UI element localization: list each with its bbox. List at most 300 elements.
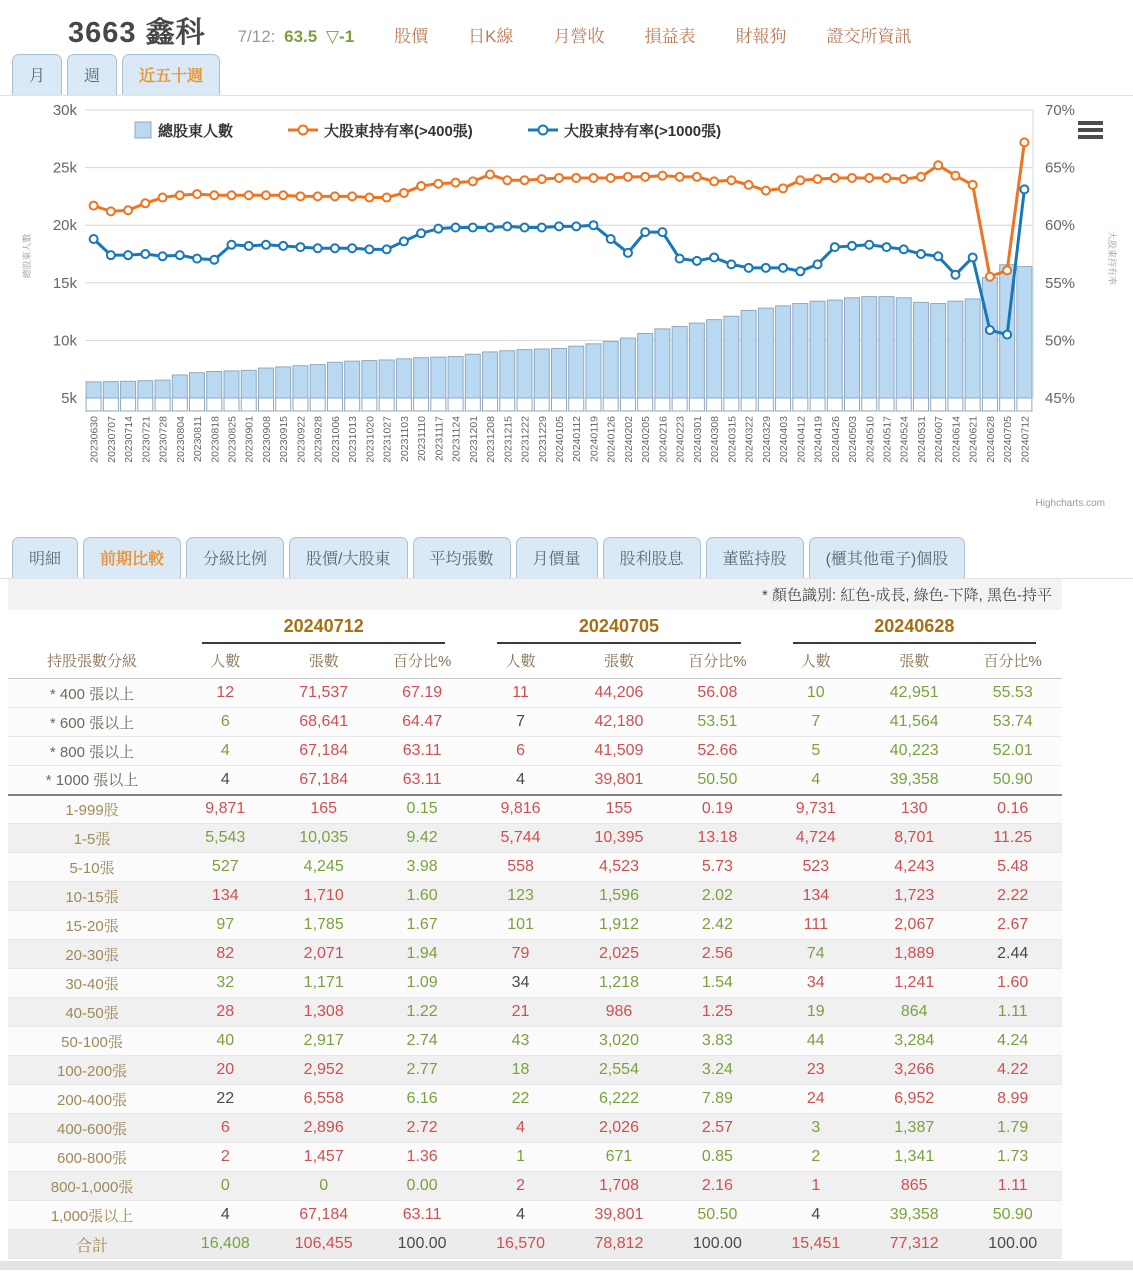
- table-cell: 3,284: [865, 1027, 963, 1056]
- bar-20240614: [948, 301, 963, 398]
- table-cell: 77,312: [865, 1230, 963, 1259]
- point-0-20240322: [745, 181, 753, 189]
- date-header-text: 20240705: [497, 616, 740, 644]
- point-0-20240301: [693, 173, 701, 181]
- column-header: 張數: [274, 644, 372, 679]
- point-1-20230728: [159, 252, 167, 260]
- point-1-20240105: [555, 222, 563, 230]
- table-cell: 2,896: [274, 1114, 372, 1143]
- point-1-20231124: [452, 224, 460, 232]
- table-row: [8, 940, 1062, 969]
- table-cell: 24: [767, 1085, 865, 1114]
- bar-20240315: [724, 316, 739, 398]
- point-0-20240412: [796, 176, 804, 184]
- bar-base-20230630: [86, 398, 101, 411]
- table-cell: 3,020: [570, 1027, 668, 1056]
- point-1-20240712: [1020, 185, 1028, 193]
- row-label: 30-40張: [8, 969, 176, 998]
- table-cell: 1,723: [865, 882, 963, 911]
- top-menu-link-1[interactable]: 日K線: [468, 27, 514, 46]
- x-axis-label: 20240301: [691, 416, 704, 463]
- table-tab-4[interactable]: 平均張數: [413, 537, 511, 578]
- table-cell: 2,554: [570, 1056, 668, 1085]
- chart-tab-1[interactable]: 週: [67, 54, 117, 95]
- row-label: 1-5張: [8, 824, 176, 853]
- point-1-20230818: [210, 256, 218, 264]
- table-cell: 1.60: [963, 969, 1062, 998]
- table-cell: 0.19: [668, 795, 766, 824]
- point-0-20240403: [779, 184, 787, 192]
- point-0-20240712: [1020, 138, 1028, 146]
- color-legend-note: * 顏色識別: 紅色-成長, 綠色-下降, 黑色-持平: [8, 579, 1062, 610]
- table-cell: 41,564: [865, 708, 963, 737]
- table-cell: 56.08: [668, 679, 766, 708]
- row-label: * 600 張以上: [8, 708, 176, 737]
- bar-base-20231006: [327, 398, 342, 411]
- table-tab-8[interactable]: (櫃其他電子)個股: [809, 537, 966, 578]
- table-cell: 2: [767, 1143, 865, 1172]
- table-cell: 7: [767, 708, 865, 737]
- table-tab-3[interactable]: 股價/大股東: [289, 537, 407, 578]
- bar-base-20240223: [672, 398, 687, 411]
- table-cell: 6: [176, 1114, 274, 1143]
- table-cell: 4,724: [767, 824, 865, 853]
- point-0-20230804: [176, 191, 184, 199]
- table-cell: 123: [471, 882, 569, 911]
- bar-base-20230922: [293, 398, 308, 411]
- x-axis-label: 20231027: [381, 416, 394, 463]
- table-cell: 9,731: [767, 795, 865, 824]
- point-0-20230928: [314, 192, 322, 200]
- page-header: [0, 0, 1133, 54]
- bar-base-20230707: [103, 398, 118, 411]
- table-row: [8, 708, 1062, 737]
- table-cell: 40,223: [865, 737, 963, 766]
- table-tab-6[interactable]: 股利股息: [603, 537, 701, 578]
- legend-label-1[interactable]: 大股東持有率(>400張): [324, 123, 473, 140]
- point-1-20230928: [314, 244, 322, 252]
- point-0-20231027: [383, 194, 391, 202]
- table-cell: 2.72: [373, 1114, 471, 1143]
- bar-20240517: [879, 297, 894, 398]
- table-cell: 0.00: [373, 1172, 471, 1201]
- bar-base-20230714: [121, 398, 136, 411]
- column-header-row: [8, 644, 1062, 679]
- point-1-20231229: [538, 224, 546, 232]
- comparison-table: [8, 610, 1062, 1259]
- table-cell: 2.67: [963, 911, 1062, 940]
- x-axis-label: 20240607: [933, 416, 946, 463]
- bar-base-20230728: [155, 398, 170, 411]
- top-menu-link-2[interactable]: 月營收: [553, 27, 605, 46]
- point-0-20240531: [917, 173, 925, 181]
- bar-base-20231117: [431, 398, 446, 411]
- table-cell: 1.73: [963, 1143, 1062, 1172]
- table-cell: 4: [767, 1201, 865, 1230]
- table-cell: 1,308: [274, 998, 372, 1027]
- point-1-20230804: [176, 251, 184, 259]
- table-tab-2[interactable]: 分級比例: [186, 537, 284, 578]
- bar-base-20231013: [345, 398, 360, 411]
- bar-base-20240503: [845, 398, 860, 411]
- bar-base-20240315: [724, 398, 739, 411]
- table-tab-5[interactable]: 月價量: [516, 537, 598, 578]
- row-label: * 1000 張以上: [8, 766, 176, 795]
- table-cell: 1,241: [865, 969, 963, 998]
- point-0-20240524: [900, 175, 908, 183]
- table-cell: 82: [176, 940, 274, 969]
- top-menu-link-3[interactable]: 損益表: [644, 27, 696, 46]
- bar-20240205: [638, 333, 653, 398]
- point-0-20230630: [90, 202, 98, 210]
- x-axis-label: 20240308: [709, 416, 722, 463]
- column-header: 張數: [865, 644, 963, 679]
- table-cell: 2.77: [373, 1056, 471, 1085]
- point-1-20240205: [641, 228, 649, 236]
- point-1-20240119: [589, 221, 597, 229]
- table-cell: 165: [274, 795, 372, 824]
- table-cell: 4.24: [963, 1027, 1062, 1056]
- legend-marker-dot: [299, 126, 308, 135]
- row-label: 20-30張: [8, 940, 176, 969]
- table-cell: 42,951: [865, 679, 963, 708]
- point-0-20240510: [865, 174, 873, 182]
- table-cell: 8.99: [963, 1085, 1062, 1114]
- bar-base-20240112: [569, 398, 584, 411]
- bar-base-20240510: [862, 398, 877, 411]
- highcharts-credit[interactable]: Highcharts.com: [1035, 498, 1105, 509]
- x-axis-label: 20240531: [915, 416, 928, 463]
- left-axis-tick: 5k: [61, 390, 77, 407]
- row-label: * 800 張以上: [8, 737, 176, 766]
- x-axis-label: 20230811: [192, 416, 205, 462]
- point-1-20230908: [262, 241, 270, 249]
- table-cell: 63.11: [373, 766, 471, 795]
- column-header: 百分比%: [668, 644, 766, 679]
- table-tab-strip: [0, 535, 1133, 579]
- bar-20240322: [741, 310, 756, 398]
- x-axis-label: 20240119: [588, 416, 601, 462]
- row-label: 15-20張: [8, 911, 176, 940]
- x-axis-label: 20240202: [622, 416, 635, 463]
- table-cell: 4,523: [570, 853, 668, 882]
- bar-20240531: [913, 302, 928, 398]
- table-cell: 16,570: [471, 1230, 569, 1259]
- table-tab-7[interactable]: 董監持股: [706, 537, 804, 578]
- table-cell: 74: [767, 940, 865, 969]
- point-1-20240412: [796, 267, 804, 275]
- x-axis-label: 20231222: [519, 416, 532, 463]
- legend-label-2[interactable]: 大股東持有率(>1000張): [564, 123, 722, 140]
- bar-20231013: [345, 361, 360, 398]
- bar-base-20240119: [586, 398, 601, 411]
- point-0-20230825: [228, 191, 236, 199]
- date-header-text: 20240712: [202, 616, 445, 644]
- point-1-20240419: [814, 260, 822, 268]
- table-cell: 1.11: [963, 998, 1062, 1027]
- x-axis-label: 20231103: [398, 416, 411, 462]
- table-cell: 4: [471, 766, 569, 795]
- x-axis-label: 20240712: [1019, 416, 1032, 463]
- column-header: 張數: [570, 644, 668, 679]
- point-0-20230915: [279, 191, 287, 199]
- legend-label-0[interactable]: 總股東人數: [158, 123, 234, 140]
- point-0-20231229: [538, 175, 546, 183]
- bar-base-20240205: [638, 398, 653, 411]
- table-cell: 68,641: [274, 708, 372, 737]
- row-label: 40-50張: [8, 998, 176, 1027]
- bar-20231208: [483, 352, 498, 398]
- point-1-20231201: [469, 224, 477, 232]
- bar-20230901: [241, 370, 256, 398]
- column-header: 百分比%: [963, 644, 1062, 679]
- table-cell: 4: [176, 766, 274, 795]
- bar-20230707: [103, 382, 118, 398]
- point-0-20240216: [658, 172, 666, 180]
- bar-20240202: [620, 338, 635, 398]
- row-label: 400-600張: [8, 1114, 176, 1143]
- top-menu-link-0[interactable]: 股價: [394, 27, 429, 46]
- bar-base-20240308: [707, 398, 722, 411]
- table-cell: 0.85: [668, 1143, 766, 1172]
- point-1-20230630: [90, 235, 98, 243]
- chart-context-menu-button[interactable]: [1078, 121, 1103, 139]
- table-cell: 1.60: [373, 882, 471, 911]
- table-row: [8, 853, 1062, 882]
- table-cell: 2,067: [865, 911, 963, 940]
- row-label: 100-200張: [8, 1056, 176, 1085]
- bar-20230630: [86, 382, 101, 398]
- date-header-text: 20240628: [793, 616, 1036, 644]
- bar-base-20231110: [414, 398, 429, 411]
- bar-base-20240105: [552, 398, 567, 411]
- bar-base-20231201: [465, 398, 480, 411]
- bar-base-20240614: [948, 398, 963, 411]
- bar-20231110: [414, 358, 429, 398]
- x-axis-label: 20240628: [984, 416, 997, 463]
- chart-tab-0[interactable]: 月: [12, 54, 62, 95]
- table-cell: 1: [471, 1143, 569, 1172]
- point-0-20240112: [572, 174, 580, 182]
- point-0-20240308: [710, 177, 718, 185]
- table-cell: 53.51: [668, 708, 766, 737]
- point-1-20231110: [417, 229, 425, 237]
- point-1-20240216: [658, 228, 666, 236]
- table-cell: 9,871: [176, 795, 274, 824]
- row-label: 合計: [8, 1230, 176, 1259]
- table-cell: 63.11: [373, 1201, 471, 1230]
- hamburger-icon-bar[interactable]: [1078, 135, 1103, 139]
- table-cell: 39,358: [865, 1201, 963, 1230]
- bar-base-20240628: [982, 398, 997, 411]
- table-cell: 0: [274, 1172, 372, 1201]
- bar-20230825: [224, 371, 239, 398]
- top-menu-link-5[interactable]: 證交所資訊: [826, 27, 912, 46]
- x-axis-label: 20230818: [209, 416, 222, 463]
- bar-base-20240412: [793, 398, 808, 411]
- table-cell: 71,537: [274, 679, 372, 708]
- table-row: [8, 766, 1062, 795]
- point-1-20240426: [831, 243, 839, 251]
- point-0-20231201: [469, 177, 477, 185]
- bar-20230811: [190, 373, 205, 398]
- table-cell: 1,387: [865, 1114, 963, 1143]
- point-1-20240322: [745, 264, 753, 272]
- point-0-20230811: [193, 190, 201, 198]
- table-row: [8, 1056, 1062, 1085]
- table-cell: 21: [471, 998, 569, 1027]
- bar-base-20240329: [758, 398, 773, 411]
- table-cell: 7.89: [668, 1085, 766, 1114]
- point-0-20230714: [124, 206, 132, 214]
- right-axis-tick: 60%: [1045, 217, 1076, 235]
- table-cell: 1,341: [865, 1143, 963, 1172]
- point-0-20231208: [486, 171, 494, 179]
- table-cell: 1,457: [274, 1143, 372, 1172]
- hamburger-icon-bar[interactable]: [1078, 128, 1103, 132]
- point-1-20231103: [400, 237, 408, 245]
- table-row: [8, 998, 1062, 1027]
- column-header: 人數: [176, 644, 274, 679]
- table-section: [8, 579, 1062, 1259]
- x-axis-label: 20240126: [605, 416, 618, 463]
- table-cell: 2,026: [570, 1114, 668, 1143]
- point-1-20230922: [296, 243, 304, 251]
- table-cell: 42,180: [570, 708, 668, 737]
- table-row: [8, 824, 1062, 853]
- table-cell: 4: [471, 1201, 569, 1230]
- bar-20230714: [121, 381, 136, 398]
- row-label: 200-400張: [8, 1085, 176, 1114]
- bar-base-20230811: [190, 398, 205, 411]
- chart-wrap: [5, 96, 1133, 529]
- price-value: 63.5: [284, 27, 318, 46]
- point-0-20231124: [452, 179, 460, 187]
- x-axis-label: 20240621: [967, 416, 980, 463]
- x-axis-label: 20240412: [795, 416, 808, 463]
- bar-base-20240216: [655, 398, 670, 411]
- table-cell: 101: [471, 911, 569, 940]
- x-axis-label: 20230915: [278, 416, 291, 463]
- bar-20240126: [603, 342, 618, 398]
- hamburger-icon-bar[interactable]: [1078, 121, 1103, 125]
- table-cell: 523: [767, 853, 865, 882]
- point-0-20231103: [400, 189, 408, 197]
- table-cell: 20: [176, 1056, 274, 1085]
- x-axis-label: 20240517: [881, 416, 894, 463]
- chart-tab-2[interactable]: 近五十週: [122, 54, 220, 95]
- bar-base-20240524: [896, 398, 911, 411]
- legend-marker-dot: [539, 126, 548, 135]
- point-1-20230811: [193, 255, 201, 263]
- table-cell: 6,222: [570, 1085, 668, 1114]
- x-axis-label: 20231208: [485, 416, 498, 463]
- table-cell: 100.00: [668, 1230, 766, 1259]
- bar-base-20231103: [396, 398, 411, 411]
- table-cell: 43: [471, 1027, 569, 1056]
- table-tab-0[interactable]: 明細: [12, 537, 78, 578]
- x-axis-label: 20240322: [743, 416, 756, 463]
- bar-20231027: [379, 360, 394, 398]
- table-cell: 1.79: [963, 1114, 1062, 1143]
- bar-20231229: [534, 349, 549, 398]
- table-cell: 1,912: [570, 911, 668, 940]
- table-cell: 2,071: [274, 940, 372, 969]
- bar-base-20240202: [620, 398, 635, 411]
- x-axis-label: 20231229: [536, 416, 549, 463]
- point-0-20230908: [262, 191, 270, 199]
- table-cell: 5,744: [471, 824, 569, 853]
- row-label: 1,000張以上: [8, 1201, 176, 1230]
- table-cell: 130: [865, 795, 963, 824]
- legend-swatch-bar: [135, 122, 151, 138]
- date-header-row: [8, 610, 1062, 644]
- table-cell: 8,701: [865, 824, 963, 853]
- row-label: 600-800張: [8, 1143, 176, 1172]
- table-cell: 16,408: [176, 1230, 274, 1259]
- bar-base-20230721: [138, 398, 153, 411]
- bar-20230928: [310, 365, 325, 398]
- point-0-20240126: [607, 174, 615, 182]
- x-axis-label: 20231006: [329, 416, 342, 463]
- point-1-20231117: [434, 225, 442, 233]
- point-1-20240223: [676, 255, 684, 263]
- bar-20240119: [586, 344, 601, 398]
- point-1-20231027: [383, 245, 391, 253]
- right-axis-tick: 65%: [1045, 159, 1076, 177]
- price-block: [238, 27, 355, 47]
- table-cell: 2.57: [668, 1114, 766, 1143]
- x-axis-label: 20231124: [450, 416, 463, 462]
- stock-title: [68, 10, 206, 51]
- table-cell: 1.67: [373, 911, 471, 940]
- x-axis-label: 20230728: [157, 416, 170, 463]
- point-0-20240119: [589, 174, 597, 182]
- x-axis-label: 20230901: [243, 416, 256, 463]
- point-1-20240112: [572, 222, 580, 230]
- point-1-20230825: [228, 241, 236, 249]
- table-cell: 52.01: [963, 737, 1062, 766]
- bar-20231006: [327, 362, 342, 398]
- right-axis-tick: 50%: [1045, 332, 1076, 350]
- bar-20240403: [776, 306, 791, 398]
- table-cell: 2,917: [274, 1027, 372, 1056]
- table-cell: 50.50: [668, 766, 766, 795]
- top-menu-link-4[interactable]: 財報狗: [735, 27, 787, 46]
- x-axis-label: 20240510: [864, 416, 877, 463]
- point-0-20240503: [848, 174, 856, 182]
- x-axis-label: 20240315: [726, 416, 739, 463]
- table-tab-1[interactable]: 前期比較: [83, 537, 181, 578]
- table-row: [8, 795, 1062, 824]
- table-cell: 52.66: [668, 737, 766, 766]
- table-cell: 2: [471, 1172, 569, 1201]
- bar-base-20231124: [448, 398, 463, 411]
- x-axis-label: 20230908: [260, 416, 273, 463]
- x-axis-label: 20231117: [433, 416, 446, 462]
- bar-20240712: [1017, 267, 1032, 398]
- table-cell: 67,184: [274, 737, 372, 766]
- x-axis-label: 20240426: [829, 416, 842, 463]
- column-header: 百分比%: [373, 644, 471, 679]
- x-axis-label: 20240503: [847, 416, 860, 463]
- bar-base-20230804: [172, 398, 187, 411]
- table-cell: 22: [471, 1085, 569, 1114]
- bar-base-20240705: [1000, 398, 1015, 411]
- point-0-20240202: [624, 173, 632, 181]
- table-row: [8, 1172, 1062, 1201]
- x-axis-label: 20230630: [88, 416, 101, 463]
